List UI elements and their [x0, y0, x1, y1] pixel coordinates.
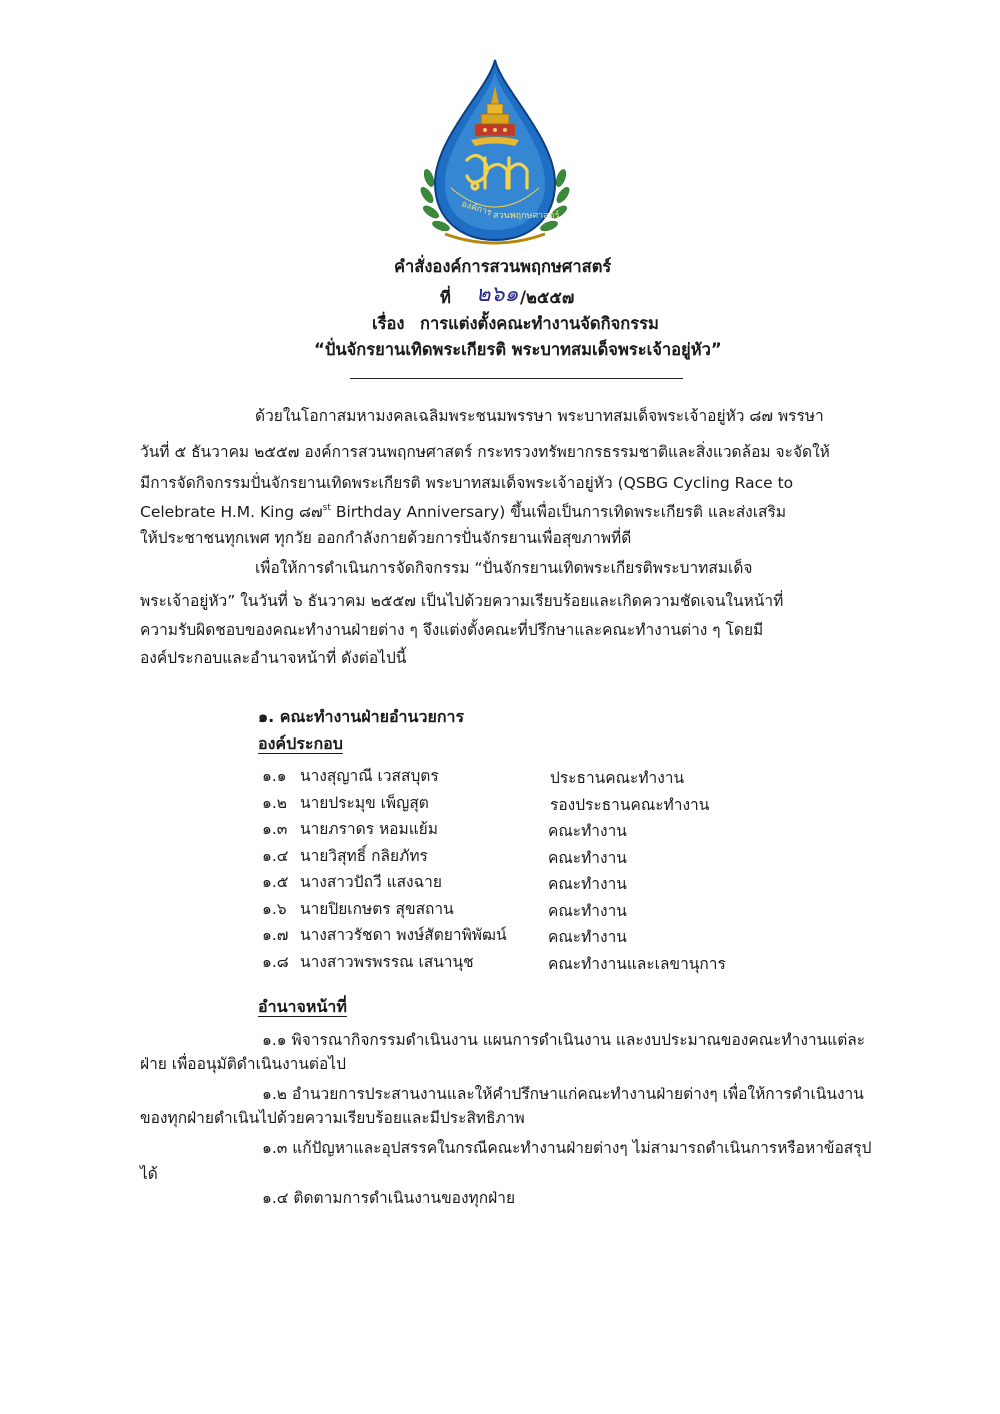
duty-1-line-1: ๑.๑ พิจารณากิจกรรมดำเนินงาน แผนการดำเนินงาน และงบประมาณของคณะทำงานแต่ละ [262, 1031, 866, 1049]
section-1-title: ๑. คณะทำงานฝ่ายอำนวยการ [258, 707, 465, 726]
member-role: คณะทำงาน [548, 928, 627, 946]
intro-line-4b: Birthday Anniversary) ขึ้นเพื่อเป็นการเทิดพระเกียรติ และส่งเสริม [330, 503, 787, 521]
purpose-line-4: องค์ประกอบและอำนาจหน้าที่ ดังต่อไปนี้ [140, 649, 407, 667]
intro-line-4a: Celebrate H.M. King ๘๗ [140, 503, 323, 521]
member-no: ๑.๒ [262, 794, 287, 812]
duty-2-line-2: ของทุกฝ่ายดำเนินไปด้วยความเรียบร้อยและมีประสิทธิภาพ [140, 1109, 525, 1127]
member-role: คณะทำงาน [548, 822, 627, 840]
intro-line-3: มีการจัดกิจกรรมปั่นจักรยานเทิดพระเกียรติ พระบาทสมเด็จพระเจ้าอยู่หัว (QSBG Cycling Race to [140, 474, 794, 492]
subject-line-1: การแต่งตั้งคณะทำงานจัดกิจกรรม [420, 314, 659, 333]
member-name: นายวิสุทธิ์ กลิยภัทร [300, 847, 428, 865]
duty-3-line-2: ได้ [140, 1165, 158, 1183]
member-role: คณะทำงาน [548, 902, 627, 920]
member-role: คณะทำงานและเลขานุการ [548, 955, 726, 973]
member-name: นางสาวพรพรรณ เสนานุช [300, 953, 474, 971]
member-no: ๑.๖ [262, 900, 287, 918]
order-title: คำสั่งองค์การสวนพฤกษศาสตร์ [394, 257, 612, 276]
intro-line-1: ด้วยในโอกาสมหามงคลเฉลิมพระชนมพรรษา พระบาทสมเด็จพระเจ้าอยู่หัว ๘๗ พรรษา [255, 407, 824, 425]
intro-line-5: ให้ประชาชนทุกเพศ ทุกวัย ออกกำลังกายด้วยการปั่นจักรยานเพื่อสุขภาพที่ดี [140, 529, 632, 547]
order-number-year: /๒๕๕๗ [520, 288, 575, 307]
order-number-label: ที่ [440, 288, 451, 307]
intro-line-2: วันที่ ๕ ธันวาคม ๒๕๕๗ องค์การสวนพฤกษศาสตร์ กระทรวงทรัพยากรธรรมชาติและสิ่งแวดล้อม จะจัดให้ [140, 443, 830, 461]
member-no: ๑.๕ [262, 873, 289, 891]
member-name: นายประมุข เพ็ญสุต [300, 794, 429, 812]
purpose-line-1: เพื่อให้การดำเนินการจัดกิจกรรม “ปั่นจักรยานเทิดพระเกียรติพระบาทสมเด็จ [255, 559, 753, 577]
purpose-line-3: ความรับผิดชอบของคณะทำงานฝ่ายต่าง ๆ จึงแต่งตั้งคณะที่ปรึกษาและคณะทำงานต่าง ๆ โดยมี [140, 621, 764, 639]
organization-logo [415, 58, 575, 248]
duty-3-line-1: ๑.๓ แก้ปัญหาและอุปสรรคในกรณีคณะทำงานฝ่ายต่างๆ ไม่สามารถดำเนินการหรือหาข้อสรุป [262, 1139, 872, 1157]
member-name: นางสาวรัชดา พงษ์สัตยาพิพัฒน์ [300, 926, 507, 944]
member-no: ๑.๔ [262, 847, 289, 865]
member-name: นายปิยเกษตร สุขสถาน [300, 900, 454, 918]
member-role: คณะทำงาน [548, 849, 627, 867]
svg-text:สวนพฤกษศาสตร์: สวนพฤกษศาสตร์ [493, 211, 560, 221]
intro-line-4-sup: st [322, 503, 331, 513]
subject-label: เรื่อง [372, 314, 405, 333]
member-name: นางสุญาณี เวสสบุตร [300, 767, 439, 785]
member-no: ๑.๘ [262, 953, 289, 971]
intro-line-4 [140, 504, 786, 521]
member-no: ๑.๗ [262, 926, 289, 944]
duties-heading: อำนาจหน้าที่ [258, 997, 347, 1016]
member-role: รองประธานคณะทำงาน [550, 796, 710, 814]
member-role: คณะทำงาน [548, 875, 627, 893]
order-number-handwritten: ๒๖๑ [476, 282, 519, 307]
duty-1-line-2: ฝ่าย เพื่ออนุมัติดำเนินงานต่อไป [140, 1055, 346, 1073]
member-name: นายภราดร หอมแย้ม [300, 820, 438, 838]
composition-heading: องค์ประกอบ [258, 734, 343, 753]
title-divider [350, 378, 683, 379]
purpose-line-2: พระเจ้าอยู่หัว” ในวันที่ ๖ ธันวาคม ๒๕๕๗ เป็นไปด้วยความเรียบร้อยและเกิดความชัดเจนในหน้าที่ [140, 592, 784, 610]
subject-line-2: “ปั่นจักรยานเทิดพระเกียรติ พระบาทสมเด็จพระเจ้าอยู่หัว” [314, 340, 722, 359]
member-name: นางสาวปัถวี แสงฉาย [300, 873, 442, 891]
svg-text:องค์การ: องค์การ [460, 199, 493, 219]
duty-2-line-1: ๑.๒ อำนวยการประสานงานและให้คำปรึกษาแก่คณะทำงานฝ่ายต่างๆ เพื่อให้การดำเนินงาน [262, 1085, 864, 1103]
member-role: ประธานคณะทำงาน [550, 769, 685, 787]
member-no: ๑.๓ [262, 820, 288, 838]
duty-4: ๑.๔ ติดตามการดำเนินงานของทุกฝ่าย [262, 1189, 516, 1207]
member-no: ๑.๑ [262, 767, 287, 785]
